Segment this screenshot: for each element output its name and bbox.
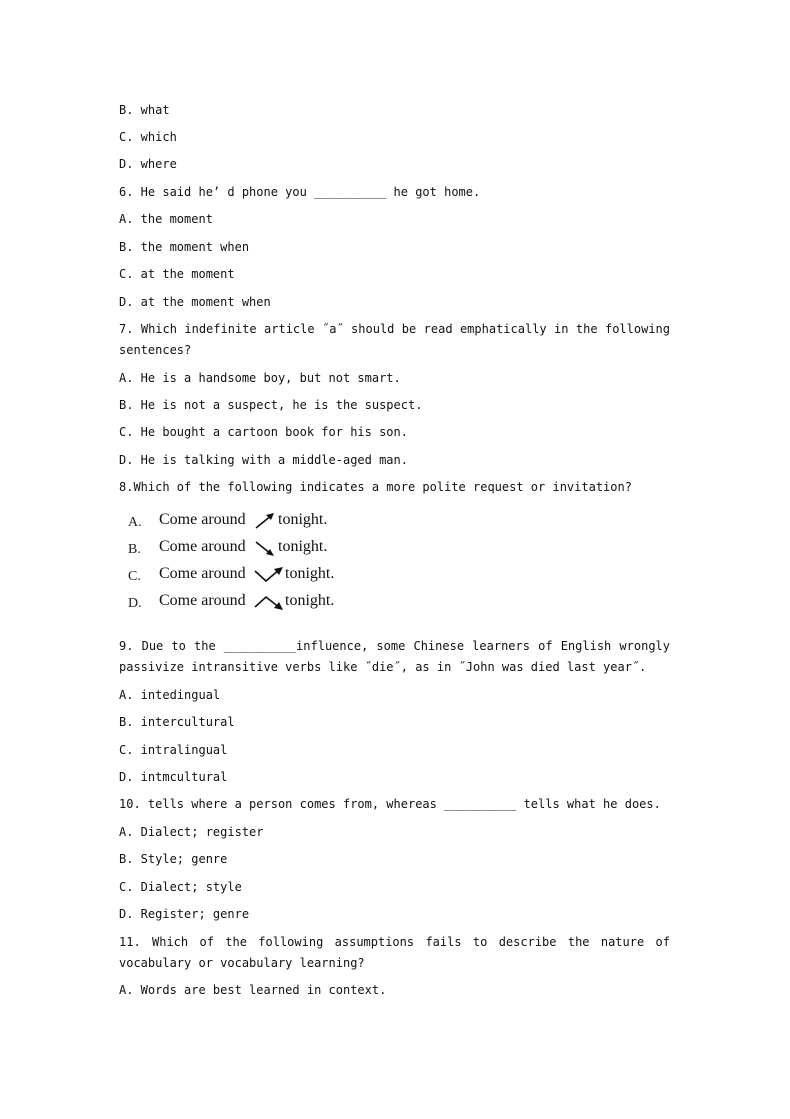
q7-stem xyxy=(119,322,670,364)
q9-stem-line1: 9. Due to the __________influence, some Chinese learners of English wrongly xyxy=(119,639,670,653)
q7-option-c: C. He bought a cartoon book for his son. xyxy=(119,425,408,439)
q11-stem-line2: vocabulary or vocabulary learning? xyxy=(119,956,365,970)
q7-stem-line2: sentences? xyxy=(119,343,192,357)
q8-option-d xyxy=(128,592,368,614)
q11-stem-line1: 11. Which of the following assumptions fails to describe the nature of xyxy=(119,935,670,949)
q8-option-part1: Come around xyxy=(159,592,246,609)
fall-arrow-icon xyxy=(254,539,276,557)
q7-option-d: D. He is talking with a middle-aged man. xyxy=(119,453,408,467)
q10-stem: 10. tells where a person comes from, whereas __________ tells what he does. xyxy=(119,797,661,811)
q5-option-d: D. where xyxy=(119,157,177,171)
q10-option-c: C. Dialect; style xyxy=(119,880,242,894)
q5-option-c: C. which xyxy=(119,130,177,144)
q8-option-part2: tonight. xyxy=(278,538,328,555)
q9-option-d: D. intmcultural xyxy=(119,770,228,784)
q8-option-letter: B. xyxy=(128,542,141,557)
q8-option-part1: Come around xyxy=(159,565,246,582)
q8-option-letter: D. xyxy=(128,596,142,611)
q6-stem: 6. He said he’ d phone you __________ he got home. xyxy=(119,185,481,199)
q6-option-a: A. the moment xyxy=(119,212,213,226)
q8-option-letter: A. xyxy=(128,515,142,530)
q8-options-image xyxy=(128,511,368,617)
q8-option-c xyxy=(128,565,368,587)
q7-stem-line1: 7. Which indefinite article ˝a˝ should be read emphatically in the following xyxy=(119,322,670,336)
q9-stem xyxy=(119,639,670,681)
q5-option-b: B. what xyxy=(119,103,170,117)
q8-option-b xyxy=(128,538,368,560)
q10-option-a: A. Dialect; register xyxy=(119,825,264,839)
q6-option-d: D. at the moment when xyxy=(119,295,271,309)
rise-arrow-icon xyxy=(254,512,276,530)
rise-fall-arrow-icon xyxy=(254,593,284,611)
q10-option-b: B. Style; genre xyxy=(119,852,228,866)
q8-option-a xyxy=(128,511,368,533)
q9-option-a: A. intedingual xyxy=(119,688,221,702)
q9-option-c: C. intralingual xyxy=(119,743,228,757)
q8-option-part1: Come around xyxy=(159,538,246,555)
q7-option-a: A. He is a handsome boy, but not smart. xyxy=(119,371,401,385)
q8-option-part2: tonight. xyxy=(285,592,335,609)
q11-stem xyxy=(119,935,670,977)
q8-option-part1: Come around xyxy=(159,511,246,528)
q11-option-a: A. Words are best learned in context. xyxy=(119,983,387,997)
fall-rise-arrow-icon xyxy=(254,566,284,584)
q10-option-d: D. Register; genre xyxy=(119,907,250,921)
q8-stem: 8.Which of the following indicates a more polite request or invitation? xyxy=(119,480,632,494)
q7-option-b: B. He is not a suspect, he is the suspect. xyxy=(119,398,423,412)
q8-option-letter: C. xyxy=(128,569,141,584)
q9-stem-line2: passivize intransitive verbs like ˝die˝, as in ˝John was died last year˝. xyxy=(119,660,647,674)
q8-option-part2: tonight. xyxy=(278,511,328,528)
q6-option-b: B. the moment when xyxy=(119,240,250,254)
q6-option-c: C. at the moment xyxy=(119,267,235,281)
q9-option-b: B. intercultural xyxy=(119,715,235,729)
q8-option-part2: tonight. xyxy=(285,565,335,582)
